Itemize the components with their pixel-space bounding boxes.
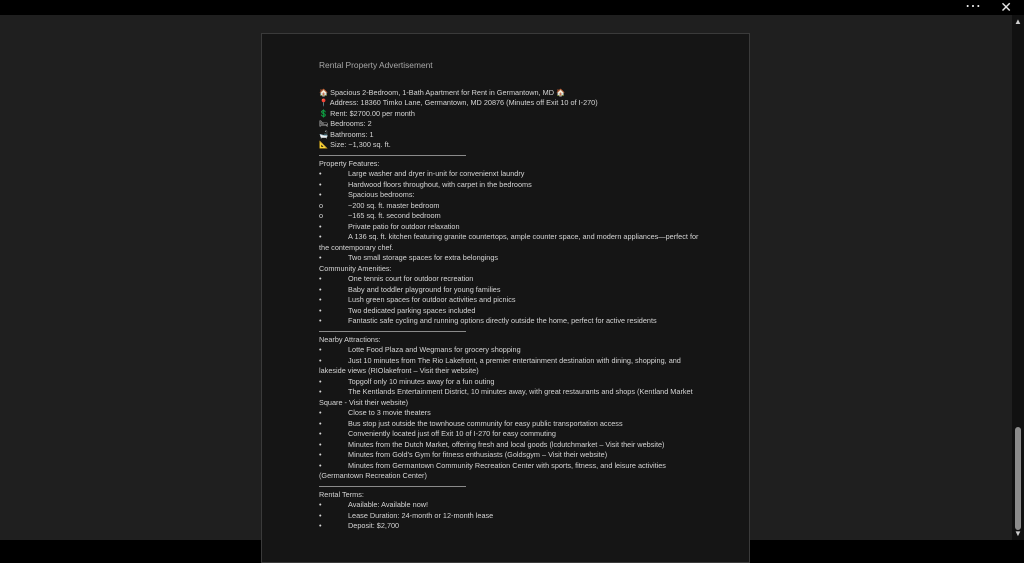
list-item: • Spacious bedrooms: xyxy=(319,190,415,199)
list-item: • Lease Duration: 24-month or 12-month lease xyxy=(319,510,494,520)
list-item: • Two dedicated parking spaces included xyxy=(319,305,476,315)
list-item: • Topgolf only 10 minutes away for a fun outing xyxy=(319,376,495,386)
scroll-down-icon[interactable]: ▼ xyxy=(1014,529,1022,538)
list-item: • Fantastic safe cycling and running options directly outside the home, perfect for active residents xyxy=(319,316,657,325)
vertical-scrollbar[interactable] xyxy=(1012,15,1024,540)
document-page xyxy=(261,33,750,563)
terms-heading: Rental Terms: xyxy=(319,489,364,499)
listing-heading: 🏠 Spacious 2-Bedroom, 1-Bath Apartment for Rent in Germantown, MD 🏠 xyxy=(319,87,566,97)
list-item: • Lotte Food Plaza and Wegmans for grocery shopping xyxy=(319,345,521,354)
list-item: • Minutes from Germantown Community Recreation Center with sports, fitness, and leisure activities (Germantown Recreation Center) xyxy=(319,460,666,480)
list-item: • One tennis court for outdoor recreation xyxy=(319,274,474,283)
list-item: • Private patio for outdoor relaxation xyxy=(319,221,460,231)
sub-list-item: o ~165 sq. ft. second bedroom xyxy=(319,211,441,220)
attractions-heading: Nearby Attractions: xyxy=(319,334,381,344)
divider xyxy=(319,486,466,487)
address-line: 📍 Address: 18360 Timko Lane, Germantown, MD 20876 (Minutes off Exit 10 of I-270) xyxy=(319,98,598,107)
size-line: 📐 Size: ~1,300 sq. ft. xyxy=(319,140,391,149)
list-item: • Deposit: $2,700 xyxy=(319,521,400,530)
list-item: • A 136 sq. ft. kitchen featuring granite countertops, ample counter space, and modern appliances—perfect for the contemporary chef. xyxy=(319,232,699,252)
list-item: • Hardwood floors throughout, with carpet in the bedrooms xyxy=(319,179,532,189)
divider xyxy=(319,155,466,156)
list-item: • Lush green spaces for outdoor activities and picnics xyxy=(319,295,516,304)
divider xyxy=(319,331,466,332)
bedrooms-line: 🛏 Bedrooms: 2 xyxy=(319,119,372,128)
features-heading: Property Features: xyxy=(319,158,380,168)
list-item: • Bus stop just outside the townhouse community for easy public transportation access xyxy=(319,418,623,428)
list-item: • Close to 3 movie theaters xyxy=(319,408,431,417)
sub-list-item: o ~200 sq. ft. master bedroom xyxy=(319,200,440,210)
amenities-heading: Community Amenities: xyxy=(319,263,392,273)
document-content xyxy=(319,60,699,532)
rent-line: 💲 Rent: $2700.00 per month xyxy=(319,108,415,118)
list-item: • Baby and toddler playground for young families xyxy=(319,284,501,294)
list-item: • Two small storage spaces for extra belongings xyxy=(319,253,499,262)
document-title: Rental Property Advertisement xyxy=(319,60,433,70)
list-item: • Conveniently located just off Exit 10 of I-270 for easy commuting xyxy=(319,429,556,438)
list-item: • Minutes from Gold's Gym for fitness enthusiasts (Goldsgym – Visit their website) xyxy=(319,450,608,459)
scroll-up-icon[interactable]: ▲ xyxy=(1014,17,1022,26)
list-item: • Available: Available now! xyxy=(319,500,429,509)
title-bar xyxy=(0,0,1024,15)
list-item: • Minutes from the Dutch Market, offering fresh and local goods (lcdutchmarket – Visit their website) xyxy=(319,439,665,449)
document-viewer xyxy=(0,15,1012,540)
list-item: • Large washer and dryer in-unit for convenienxt laundry xyxy=(319,169,525,178)
list-item: • The Kentlands Entertainment District, 10 minutes away, with great restaurants and shops (Kentland Market Square - Visit their website) xyxy=(319,387,693,407)
close-icon[interactable]: ✕ xyxy=(1000,0,1012,15)
list-item: • Just 10 minutes from The Rio Lakefront, a premier entertainment destination with dining, shopping, and lakeside views (RIOlakefront – Visit their website) xyxy=(319,355,681,375)
more-options-icon[interactable]: ⋯ xyxy=(965,0,982,15)
bathrooms-line: 🛁 Bathrooms: 1 xyxy=(319,129,374,139)
scrollbar-thumb[interactable] xyxy=(1015,427,1021,530)
